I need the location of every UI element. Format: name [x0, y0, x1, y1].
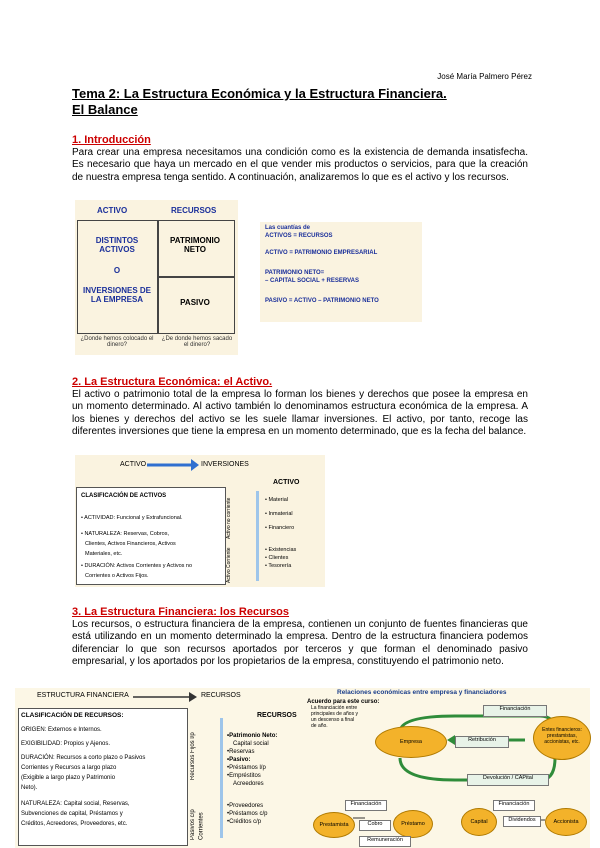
- eq-line-1: Las cuantías de: [265, 225, 311, 231]
- empresa-node: Empresa: [375, 726, 447, 758]
- item-clientes: • Clientes: [265, 555, 289, 561]
- section-3-heading: 3. La Estructura Financiera: los Recursos: [72, 606, 290, 618]
- prestamo-node: Préstamo: [393, 810, 433, 838]
- o-label: O: [113, 266, 121, 275]
- bullet-naturaleza: • NATURALEZA: Reservas, Cobros,: [81, 531, 170, 537]
- item-reservas: •Reservas: [227, 749, 255, 755]
- divider-bar: [220, 718, 223, 838]
- cobro-box: Cobro: [359, 820, 391, 831]
- item-capital-social: Capital social: [233, 741, 269, 747]
- section-1-text: Para crear una empresa necesitamos una condición como es la existencia de demanda insatisfecha. Es necesario que haya un mercado en el que vender mis productos o servicios, para que la creación de nuestra empresa tenga sentido. A continuación, analizaremos lo que es el activo y los recursos.: [72, 147, 528, 183]
- question-de-donde: ¿De donde hemos sacado el dinero?: [161, 336, 233, 348]
- retribucion-label: Retribución: [455, 736, 509, 748]
- distintos-activos: DISTINTOS ACTIVOS: [95, 236, 139, 254]
- acuerdo-line-1: La financiación entre: [311, 705, 358, 711]
- financiacion-label: Financiación: [483, 705, 547, 717]
- recurso-origen: ORIGEN: Externos e Internos.: [21, 727, 102, 733]
- accionista-node: Accionista: [545, 808, 587, 836]
- recursos-fijos-label: Recursos Fijos l/p: [190, 732, 196, 780]
- arrow-icon: [133, 691, 197, 703]
- bullet-naturaleza-2: Clientes, Activos Financieros, Activos: [85, 541, 176, 547]
- item-creditos-cp: •Créditos c/p: [227, 819, 262, 825]
- financiacion-box-2: Financiación: [493, 800, 535, 811]
- entes-financieros-node: Entes financieros: prestamistas, accionistas, etc.: [533, 716, 591, 760]
- title-line-1: Tema 2: La Estructura Económica y la Estructura Financiera.: [72, 86, 447, 101]
- activo-no-corriente-label: Activo no corriente: [226, 497, 232, 539]
- eq-line-4: PATRIMONIO NETO=: [265, 270, 325, 276]
- remuneracion-box: Remuneración: [359, 836, 411, 847]
- recurso-duracion-3: (Exigible a largo plazo y Patrimonio: [21, 775, 116, 781]
- section-2-text: El activo o patrimonio total de la empresa lo forman los bienes y derechos que posee la empresa en un momento determinado. Al activo también lo denominamos estructura económica de la empresa. A los bienes y derechos del activo se les suele llamar inversiones. El activo, por tanto, recoge las diferentes inversiones que tiene la empresa en un momento determinado, que es la fecha del balance.: [72, 389, 528, 438]
- item-emprestitos: •Empréstitos: [227, 773, 261, 779]
- dividendos-box: Dividendos: [503, 816, 541, 827]
- clasificacion-activos-diagram: [75, 455, 325, 587]
- item-proveedores: •Proveedores: [227, 803, 264, 809]
- clasificacion-recursos-title: CLASIFICACIÓN DE RECURSOS:: [21, 712, 124, 719]
- author-name: José María Palmero Pérez: [437, 72, 532, 81]
- eq-line-2: ACTIVOS = RECURSOS: [265, 233, 333, 239]
- acuerdo-line-3: un descenso a final: [311, 717, 355, 723]
- eq-line-5: – CAPITAL SOCIAL + RESERVAS: [265, 278, 359, 284]
- item-prestamos-cp: •Préstamos c/p: [227, 811, 268, 817]
- inversiones-arrow-label: INVERSIONES: [201, 461, 249, 468]
- bullet-naturaleza-3: Materiales, etc.: [85, 551, 123, 557]
- bullet-actividad: • ACTIVIDAD: Funcional y Extrafuncional.: [81, 515, 183, 521]
- recurso-naturaleza-2: Subvenciones de capital, Préstamos y: [21, 811, 123, 817]
- title-line-2: El Balance: [72, 102, 138, 117]
- item-material: • Material: [265, 497, 289, 503]
- recurso-duracion: DURACIÓN: Recursos a corto plazo o Pasivos: [21, 755, 146, 761]
- bullet-duracion: • DURACIÓN: Activos Corrientes y Activos no: [81, 563, 193, 569]
- item-financiero: • Financiero: [265, 525, 295, 531]
- eq-line-6: PASIVO = ACTIVO – PATRIMONIO NETO: [265, 298, 379, 304]
- activo-arrow-label: ACTIVO: [120, 461, 147, 468]
- acuerdo-line-2: principales de años y: [311, 711, 358, 717]
- item-acreedores: Acreedores: [233, 781, 264, 787]
- patrimonio-neto: PATRIMONIO NETO: [170, 236, 220, 254]
- estructura-label: ESTRUCTURA FINANCIERA: [37, 692, 129, 699]
- section-2-heading: 2. La Estructura Económica: el Activo.: [72, 376, 273, 388]
- recursos-arrow-label: RECURSOS: [201, 692, 241, 699]
- section-3-text: Los recursos, o estructura financiera de la empresa, contienen un conjunto de fuentes financieras que está utilizando en un momento determinado la empresa. Dentro de la estructura financiera podemos diferenciar lo que son recursos aportados por terceros y que forman el denominado pasivo empresarial, y los aportados por los propietarios de la empresa, constituyendo el patrimonio neto.: [72, 619, 528, 668]
- recurso-duracion-2: Corrientes y Recursos a largo plazo: [21, 765, 117, 771]
- pasivos-corrientes-label: Pasivos c/p Corrientes: [190, 809, 205, 840]
- pasivo: PASIVO: [180, 298, 210, 307]
- item-prestamos-lp: •Préstamos l/p: [227, 765, 266, 771]
- activo-recursos-diagram: [75, 200, 238, 355]
- devolucion-label: Devolución / CAPital: [467, 774, 549, 786]
- item-tesoreria: • Tesorería: [265, 563, 292, 569]
- financiacion-box-1: Financiación: [345, 800, 387, 811]
- acuerdo-title: Acuerdo para este curso:: [307, 699, 380, 705]
- relaciones-title: Relaciones económicas entre empresa y financiadores: [337, 689, 507, 696]
- recursos-title: RECURSOS: [257, 712, 297, 719]
- page-title: [72, 86, 532, 118]
- acuerdo-line-4: de año.: [311, 723, 328, 729]
- recurso-naturaleza-3: Créditos, Acreedores, Proveedores, etc.: [21, 821, 128, 827]
- equations-box: [260, 222, 422, 322]
- inversiones-empresa: INVERSIONES DE LA EMPRESA: [82, 286, 151, 304]
- question-donde: ¿Donde hemos colocado el dinero?: [80, 336, 154, 348]
- recurso-exigibilidad: EXIGIBILIDAD: Propios y Ajenos.: [21, 741, 111, 747]
- capital-node: Capital: [461, 808, 497, 836]
- eq-line-3: ACTIVO = PATRIMONIO EMPRESARIAL: [265, 250, 378, 256]
- arrow-icon: [147, 459, 199, 471]
- clasificacion-title: CLASIFICACIÓN DE ACTIVOS: [81, 493, 167, 499]
- estructura-financiera-diagram: [15, 688, 590, 848]
- divider-bar: [256, 491, 259, 581]
- item-patrimonio-neto: •Patrimonio Neto:: [227, 733, 278, 739]
- bullet-duracion-2: Corrientes o Activos Fijos.: [85, 573, 149, 579]
- activo-title: ACTIVO: [273, 479, 300, 486]
- recurso-naturaleza: NATURALEZA: Capital social, Reservas,: [21, 801, 130, 807]
- activo-label: ACTIVO: [97, 206, 128, 215]
- item-pasivo: •Pasivo:: [227, 757, 251, 763]
- prestamista-node: Prestamista: [313, 812, 355, 838]
- item-inmaterial: • Inmaterial: [265, 511, 293, 517]
- section-1-heading: 1. Introducción: [72, 134, 151, 146]
- recursos-label: RECURSOS: [171, 206, 217, 215]
- recurso-duracion-4: Neto).: [21, 785, 38, 791]
- activo-corriente-label: Activo Corriente: [226, 547, 232, 583]
- item-existencias: • Existencias: [265, 547, 297, 553]
